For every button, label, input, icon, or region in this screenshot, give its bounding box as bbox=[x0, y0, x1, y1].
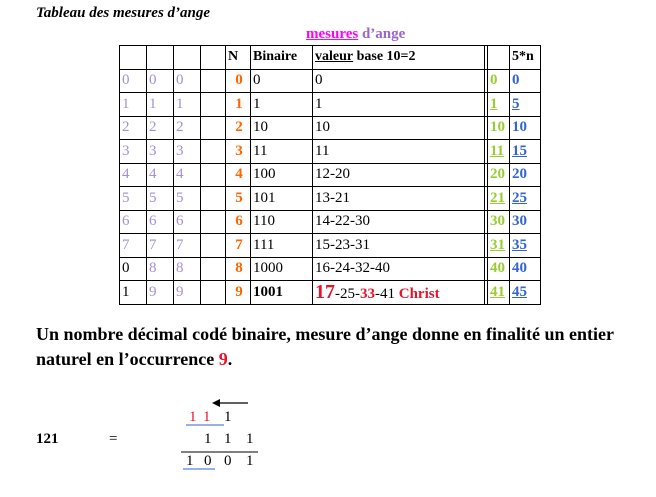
n-cell: 7 bbox=[226, 234, 251, 258]
binaire-cell: 1 bbox=[251, 93, 313, 117]
col-c-cell: 3 bbox=[174, 140, 201, 164]
green-cell: 10 bbox=[488, 116, 510, 140]
five-n-cell: 10 bbox=[510, 116, 541, 140]
n-cell: 0 bbox=[226, 69, 251, 93]
col-a-cell: 5 bbox=[120, 187, 147, 211]
binaire-cell: 111 bbox=[251, 234, 313, 258]
col-b-cell: 8 bbox=[147, 257, 174, 281]
five-n-cell: 15 bbox=[510, 140, 541, 164]
document-title: Tableau des mesures d’ange bbox=[36, 5, 211, 21]
last-value-part: 33 bbox=[360, 286, 375, 302]
col-b-cell: 1 bbox=[147, 93, 174, 117]
valeur-cell: 1 bbox=[313, 93, 485, 117]
col-a-cell: 0 bbox=[120, 69, 147, 93]
col-a-cell: 0 bbox=[120, 257, 147, 281]
col-c-cell: 9 bbox=[174, 281, 201, 305]
five-n-cell: 35 bbox=[510, 234, 541, 258]
valeur-cell: 0 bbox=[313, 69, 485, 93]
col-a-cell: 2 bbox=[120, 116, 147, 140]
col-c-cell: 5 bbox=[174, 187, 201, 211]
calc-equals: = bbox=[109, 431, 118, 447]
green-cell: 20 bbox=[488, 163, 510, 187]
col-a-cell: 3 bbox=[120, 140, 147, 164]
col-b-cell: 7 bbox=[147, 234, 174, 258]
green-cell: 31 bbox=[488, 234, 510, 258]
green-cell: 0 bbox=[488, 69, 510, 93]
binaire-cell: 1000 bbox=[251, 257, 313, 281]
last-value-part: -41 bbox=[375, 286, 399, 302]
valeur-cell: 16-24-32-40 bbox=[313, 257, 485, 281]
calc-label: 121 bbox=[36, 431, 59, 447]
n-cell: 6 bbox=[226, 210, 251, 234]
col-b-cell: 2 bbox=[147, 116, 174, 140]
five-n-cell: 5 bbox=[510, 93, 541, 117]
col-a-cell: 1 bbox=[120, 281, 147, 305]
col-c-cell: 4 bbox=[174, 163, 201, 187]
valeur-cell: 10 bbox=[313, 116, 485, 140]
col-c-cell: 0 bbox=[174, 69, 201, 93]
binaire-cell: 11 bbox=[251, 140, 313, 164]
addend-digit: 1 bbox=[224, 431, 232, 447]
five-n-cell: 0 bbox=[510, 69, 541, 93]
col-b-cell: 6 bbox=[147, 210, 174, 234]
conclusion-highlight: 9 bbox=[218, 349, 228, 369]
green-cell: 30 bbox=[488, 210, 510, 234]
n-cell: 3 bbox=[226, 140, 251, 164]
result-digit: 0 bbox=[204, 453, 212, 469]
five-n-cell: 40 bbox=[510, 257, 541, 281]
green-cell: 41 bbox=[488, 281, 510, 305]
valeur-cell: 11 bbox=[313, 140, 485, 164]
last-value-part: 17 bbox=[315, 281, 335, 303]
col-b-cell: 5 bbox=[147, 187, 174, 211]
arrow-head-icon bbox=[212, 399, 220, 407]
n-cell: 8 bbox=[226, 257, 251, 281]
n-cell: 5 bbox=[226, 187, 251, 211]
header-word-mesures: mesures bbox=[306, 26, 359, 42]
col-a-cell: 7 bbox=[120, 234, 147, 258]
last-value-part: -25- bbox=[335, 286, 360, 302]
binaire-cell: 101 bbox=[251, 187, 313, 211]
valeur-cell: 15-23-31 bbox=[313, 234, 485, 258]
binaire-cell: 110 bbox=[251, 210, 313, 234]
result-digit: 1 bbox=[246, 453, 254, 469]
last-value-part: Christ bbox=[398, 286, 440, 302]
col-c-cell: 1 bbox=[174, 93, 201, 117]
header-five-n: 5*n bbox=[510, 46, 541, 70]
green-cell: 11 bbox=[488, 140, 510, 164]
valeur-cell: 14-22-30 bbox=[313, 210, 485, 234]
col-b-cell: 3 bbox=[147, 140, 174, 164]
col-c-cell: 2 bbox=[174, 116, 201, 140]
addend-digit: 1 bbox=[246, 431, 254, 447]
five-n-cell: 25 bbox=[510, 187, 541, 211]
col-c-cell: 6 bbox=[174, 210, 201, 234]
green-cell: 21 bbox=[488, 187, 510, 211]
n-cell: 1 bbox=[226, 93, 251, 117]
addend-digit: 1 bbox=[204, 431, 212, 447]
header-binaire: Binaire bbox=[251, 46, 313, 70]
carry-digit: 1 bbox=[203, 409, 211, 425]
col-c-cell: 8 bbox=[174, 257, 201, 281]
header-valeur-word: valeur bbox=[315, 49, 354, 65]
header-valeur-rest: base 10=2 bbox=[353, 49, 416, 65]
col-b-cell: 9 bbox=[147, 281, 174, 305]
col-a-cell: 6 bbox=[120, 210, 147, 234]
five-n-cell: 30 bbox=[510, 210, 541, 234]
binaire-cell: 1001 bbox=[251, 281, 313, 305]
col-c-cell: 7 bbox=[174, 234, 201, 258]
binaire-cell: 100 bbox=[251, 163, 313, 187]
header-n: N bbox=[226, 46, 251, 70]
result-digit: 1 bbox=[186, 453, 194, 469]
n-cell: 4 bbox=[226, 163, 251, 187]
green-cell: 1 bbox=[488, 93, 510, 117]
valeur-cell: 12-20 bbox=[313, 163, 485, 187]
conclusion-end: . bbox=[227, 349, 233, 369]
col-a-cell: 4 bbox=[120, 163, 147, 187]
result-digit: 0 bbox=[224, 453, 232, 469]
conclusion-text: Un nombre décimal codé binaire, mesure d’ange donne en finalité un entier naturel en l’occurrence bbox=[36, 324, 614, 369]
binaire-cell: 0 bbox=[251, 69, 313, 93]
five-n-cell: 45 bbox=[510, 281, 541, 305]
carry-digit: 1 bbox=[189, 409, 197, 425]
col-b-cell: 0 bbox=[147, 69, 174, 93]
five-n-cell: 20 bbox=[510, 163, 541, 187]
header-word-ange: d’ange bbox=[358, 26, 406, 42]
col-b-cell: 4 bbox=[147, 163, 174, 187]
col-a-cell: 1 bbox=[120, 93, 147, 117]
n-cell: 9 bbox=[226, 281, 251, 305]
valeur-cell: 13-21 bbox=[313, 187, 485, 211]
n-cell: 2 bbox=[226, 116, 251, 140]
carry-digit: 1 bbox=[224, 409, 232, 425]
binaire-cell: 10 bbox=[251, 116, 313, 140]
green-cell: 40 bbox=[488, 257, 510, 281]
